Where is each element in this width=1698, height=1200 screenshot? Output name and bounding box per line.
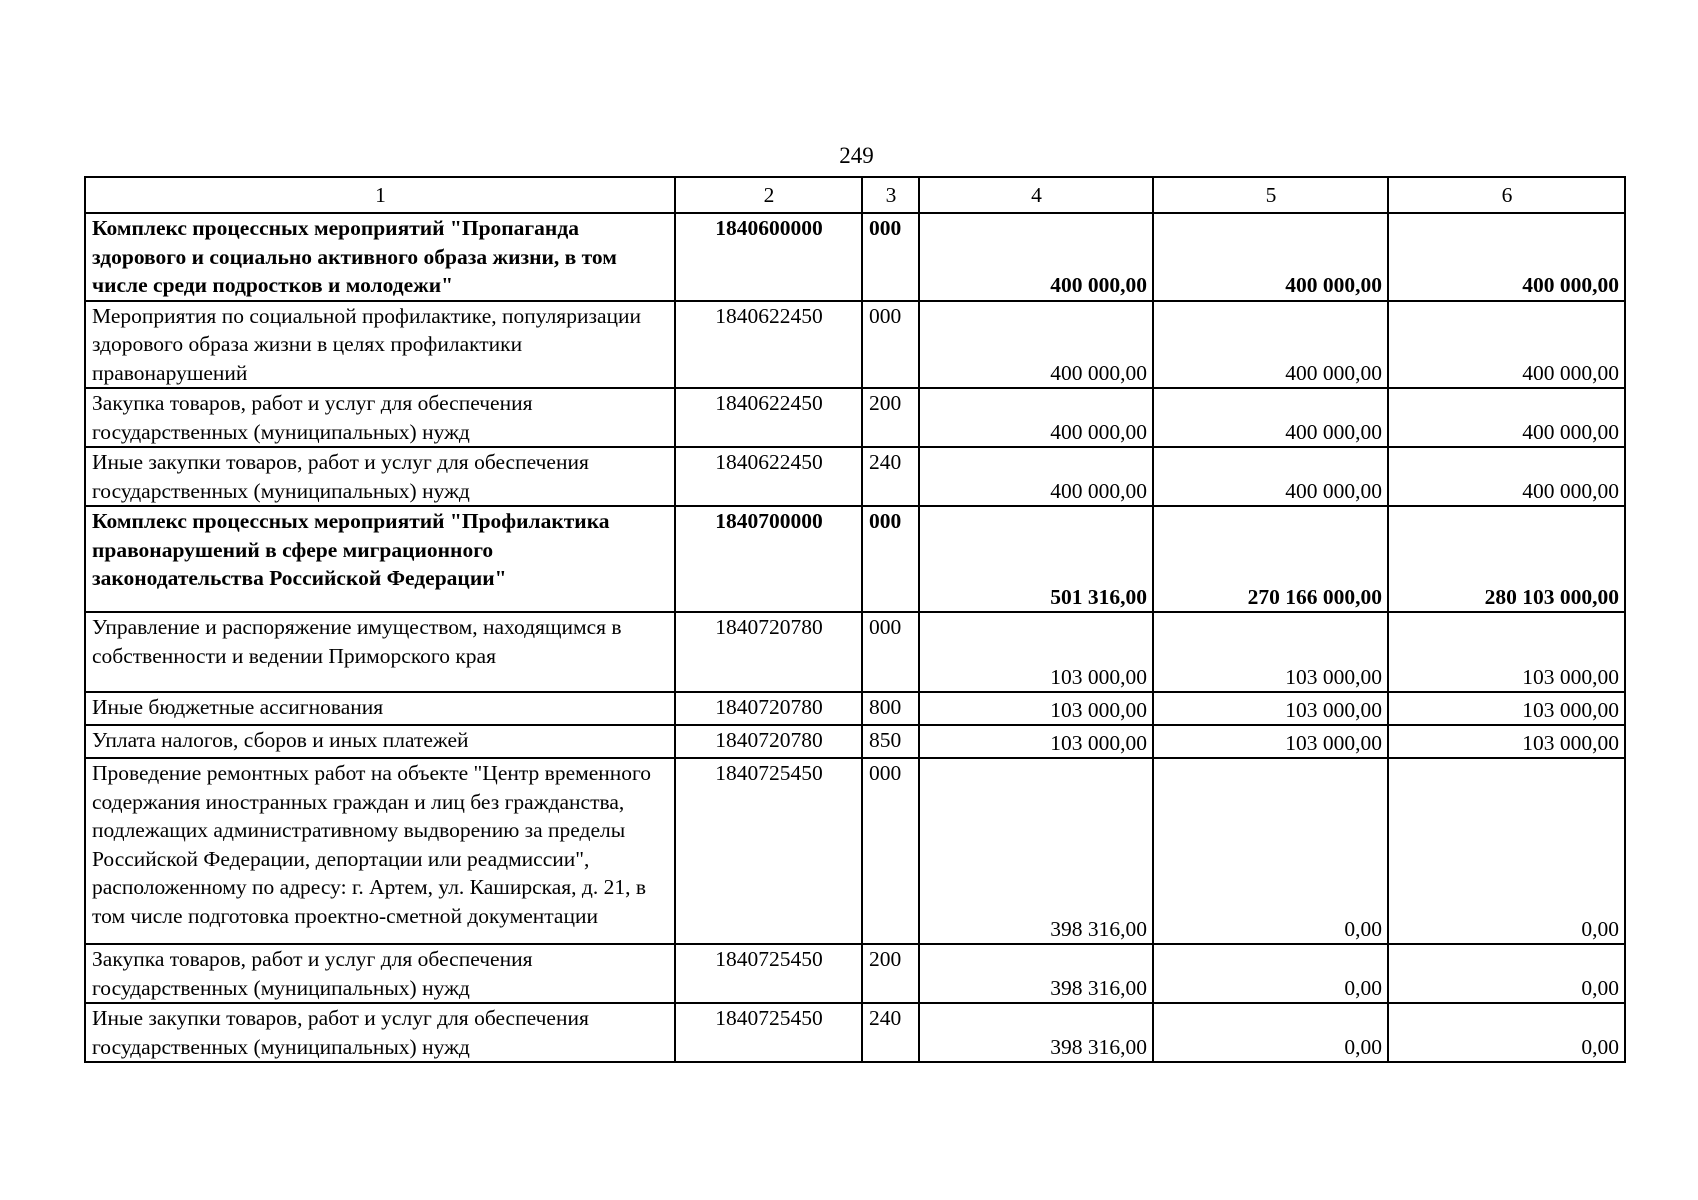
row-name: Проведение ремонтных работ на объекте "Центр временного содержания иностранных граждан и лиц без гражданства, подлежащих административному выдворению за пределы Российской Федерации, депортации или реадмиссии", расположенному по адресу: г. Артем, ул. Каширская, д. 21, в том числе подготовка проектно-сметной документации	[85, 758, 675, 944]
row-name: Закупка товаров, работ и услуг для обеспечения государственных (муниципальных) нужд	[85, 944, 675, 1003]
row-code: 1840622450	[675, 301, 862, 389]
row-value-col6: 103 000,00	[1388, 612, 1625, 692]
row-name: Иные закупки товаров, работ и услуг для обеспечения государственных (муниципальных) нужд	[85, 447, 675, 506]
table-body	[85, 213, 1625, 1062]
row-value-col6: 103 000,00	[1388, 692, 1625, 725]
row-value-col6: 0,00	[1388, 1003, 1625, 1062]
row-name: Комплекс процессных мероприятий "Пропаганда здорового и социально активного образа жизни, в том числе среди подростков и молодежи"	[85, 213, 675, 301]
table-row	[85, 213, 1625, 301]
row-value-col6: 103 000,00	[1388, 725, 1625, 758]
row-type: 000	[862, 301, 919, 389]
row-code: 1840720780	[675, 725, 862, 758]
row-type: 000	[862, 506, 919, 612]
row-value-col4: 398 316,00	[919, 944, 1153, 1003]
row-code: 1840622450	[675, 388, 862, 447]
page-number: 249	[839, 143, 874, 168]
row-code: 1840725450	[675, 944, 862, 1003]
row-value-col4: 400 000,00	[919, 447, 1153, 506]
table-row	[85, 612, 1625, 692]
row-value-col5: 400 000,00	[1153, 213, 1388, 301]
row-type: 800	[862, 692, 919, 725]
table-row	[85, 692, 1625, 725]
row-type: 240	[862, 1003, 919, 1062]
row-type: 000	[862, 758, 919, 944]
row-type: 000	[862, 612, 919, 692]
column-header: 3	[862, 177, 919, 213]
row-value-col4: 103 000,00	[919, 725, 1153, 758]
row-value-col5: 400 000,00	[1153, 388, 1388, 447]
row-value-col4: 400 000,00	[919, 301, 1153, 389]
row-value-col6: 280 103 000,00	[1388, 506, 1625, 612]
table-row	[85, 447, 1625, 506]
row-name: Уплата налогов, сборов и иных платежей	[85, 725, 675, 758]
row-value-col4: 501 316,00	[919, 506, 1153, 612]
row-value-col6: 0,00	[1388, 944, 1625, 1003]
row-value-col5: 0,00	[1153, 944, 1388, 1003]
row-value-col6: 400 000,00	[1388, 213, 1625, 301]
table-row	[85, 301, 1625, 389]
table-row	[85, 944, 1625, 1003]
row-name: Закупка товаров, работ и услуг для обеспечения государственных (муниципальных) нужд	[85, 388, 675, 447]
row-name: Мероприятия по социальной профилактике, популяризации здорового образа жизни в целях профилактики правонарушений	[85, 301, 675, 389]
row-type: 200	[862, 944, 919, 1003]
row-value-col5: 400 000,00	[1153, 301, 1388, 389]
row-type: 200	[862, 388, 919, 447]
column-header: 1	[85, 177, 675, 213]
row-value-col5: 103 000,00	[1153, 725, 1388, 758]
row-name: Управление и распоряжение имуществом, находящимся в собственности и ведении Приморского края	[85, 612, 675, 692]
row-value-col5: 103 000,00	[1153, 692, 1388, 725]
row-value-col4: 103 000,00	[919, 612, 1153, 692]
row-code: 1840622450	[675, 447, 862, 506]
row-code: 1840725450	[675, 1003, 862, 1062]
row-value-col5: 0,00	[1153, 758, 1388, 944]
table-row	[85, 1003, 1625, 1062]
row-value-col4: 400 000,00	[919, 213, 1153, 301]
table-row	[85, 388, 1625, 447]
table-header-row	[85, 177, 1625, 213]
row-value-col5: 0,00	[1153, 1003, 1388, 1062]
column-header: 4	[919, 177, 1153, 213]
row-name: Иные бюджетные ассигнования	[85, 692, 675, 725]
row-name: Иные закупки товаров, работ и услуг для обеспечения государственных (муниципальных) нужд	[85, 1003, 675, 1062]
row-type: 000	[862, 213, 919, 301]
row-code: 1840725450	[675, 758, 862, 944]
row-code: 1840720780	[675, 612, 862, 692]
column-header: 5	[1153, 177, 1388, 213]
budget-table	[84, 176, 1626, 1063]
table-row	[85, 506, 1625, 612]
row-type: 850	[862, 725, 919, 758]
row-value-col5: 270 166 000,00	[1153, 506, 1388, 612]
row-value-col4: 103 000,00	[919, 692, 1153, 725]
row-value-col5: 400 000,00	[1153, 447, 1388, 506]
row-value-col5: 103 000,00	[1153, 612, 1388, 692]
row-value-col4: 398 316,00	[919, 1003, 1153, 1062]
row-name: Комплекс процессных мероприятий "Профилактика правонарушений в сфере миграционного законодательства Российской Федерации"	[85, 506, 675, 612]
table-row	[85, 725, 1625, 758]
column-header: 2	[675, 177, 862, 213]
row-type: 240	[862, 447, 919, 506]
table-row	[85, 758, 1625, 944]
row-value-col6: 0,00	[1388, 758, 1625, 944]
row-value-col6: 400 000,00	[1388, 388, 1625, 447]
row-value-col4: 398 316,00	[919, 758, 1153, 944]
column-header: 6	[1388, 177, 1625, 213]
row-value-col4: 400 000,00	[919, 388, 1153, 447]
row-value-col6: 400 000,00	[1388, 301, 1625, 389]
row-code: 1840700000	[675, 506, 862, 612]
row-value-col6: 400 000,00	[1388, 447, 1625, 506]
row-code: 1840720780	[675, 692, 862, 725]
row-code: 1840600000	[675, 213, 862, 301]
